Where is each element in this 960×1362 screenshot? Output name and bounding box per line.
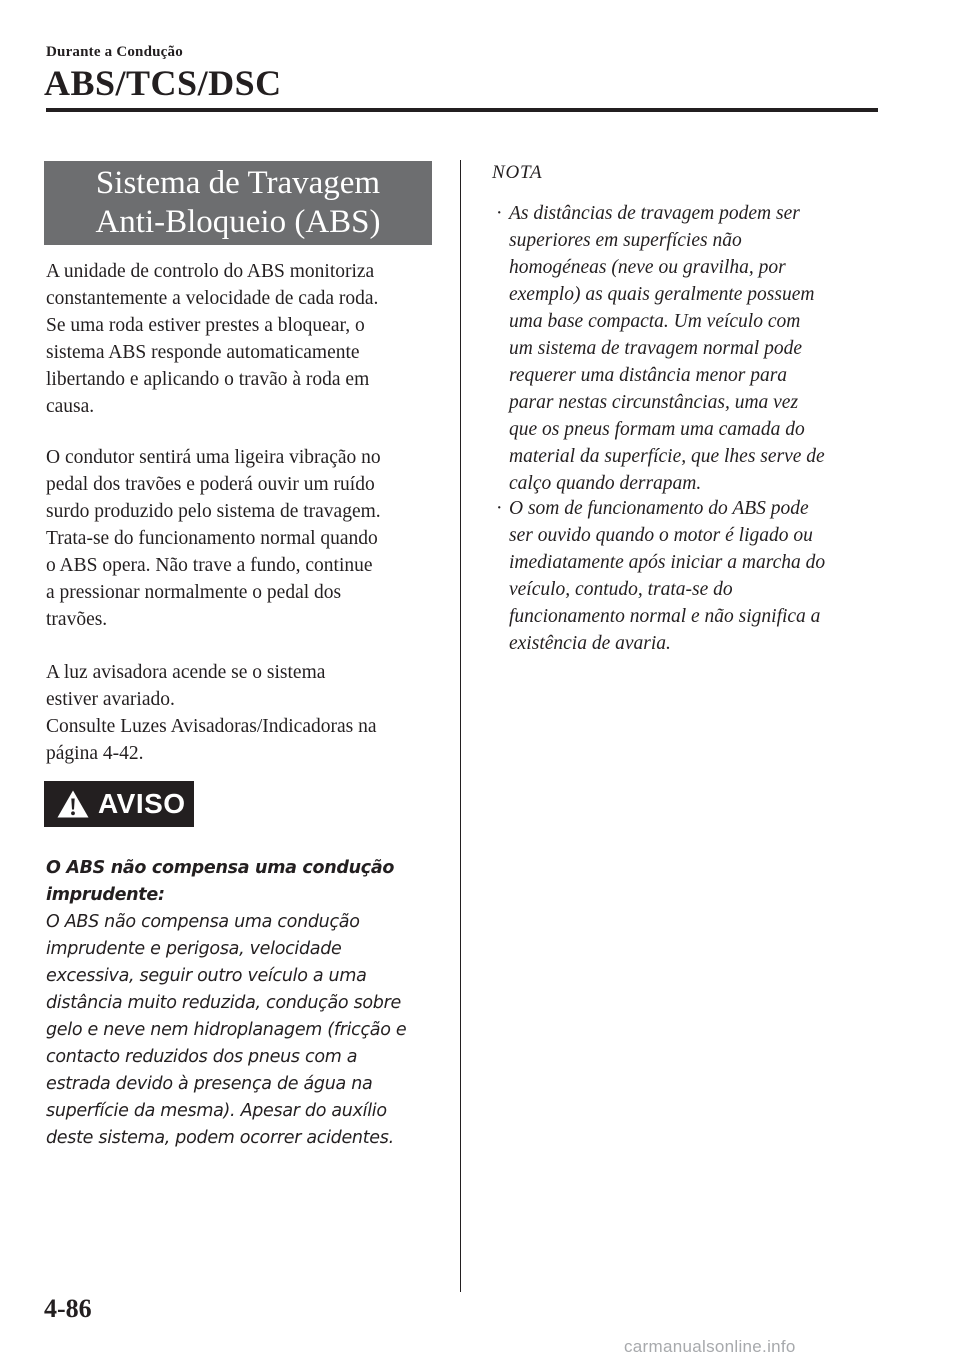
text-line: libertando e aplicando o travão à roda em bbox=[46, 369, 370, 390]
text-line: um sistema de travagem normal pode bbox=[509, 338, 803, 359]
text-line: distância muito reduzida, condução sobre bbox=[46, 993, 401, 1013]
running-header-kicker: Durante a Condução bbox=[46, 44, 183, 60]
text-line: imprudente: bbox=[46, 885, 165, 905]
section-title-line: Sistema de Travagem bbox=[95, 165, 381, 201]
text-line: o ABS opera. Não trave a fundo, continue bbox=[46, 555, 373, 576]
text-line: Consulte Luzes Avisadoras/Indicadoras na bbox=[46, 716, 377, 737]
text-line: imprudente e perigosa, velocidade bbox=[46, 939, 342, 959]
text-line: uma base compacta. Um veículo com bbox=[509, 311, 801, 332]
text-line: excessiva, seguir outro veículo a uma bbox=[46, 966, 367, 986]
text-line: requerer uma distância menor para bbox=[509, 365, 788, 386]
text-line: surdo produzido pelo sistema de travagem. bbox=[46, 501, 381, 522]
text-line: O ABS não compensa uma condução bbox=[46, 912, 360, 932]
text-line: imediatamente após iniciar a marcha do bbox=[509, 552, 826, 573]
text-line: Trata-se do funcionamento normal quando bbox=[46, 528, 378, 549]
text-line: material da superfície, que lhes serve de bbox=[509, 446, 825, 467]
section-title-box bbox=[44, 161, 432, 245]
column-divider bbox=[460, 160, 461, 1292]
chapter-title: ABS/TCS/DSC bbox=[44, 63, 282, 103]
text-line: exemplo) as quais geralmente possuem bbox=[509, 284, 815, 305]
text-line: deste sistema, podem ocorrer acidentes. bbox=[46, 1128, 394, 1148]
warning-label: AVISO bbox=[98, 788, 186, 819]
text-line: causa. bbox=[46, 396, 95, 417]
page-number: 4-86 bbox=[44, 1294, 92, 1323]
body-paragraph-warning-light bbox=[46, 659, 446, 767]
note-heading: NOTA bbox=[492, 162, 543, 183]
text-line: As distâncias de travagem podem ser bbox=[509, 203, 800, 224]
note-item-braking-distance bbox=[492, 200, 892, 497]
text-line: pedal dos travões e poderá ouvir um ruído bbox=[46, 474, 375, 495]
text-line: contacto reduzidos dos pneus com a bbox=[46, 1047, 358, 1067]
text-line: existência de avaria. bbox=[509, 633, 671, 654]
text-line: funcionamento normal e não significa a bbox=[509, 606, 821, 627]
section-title-line: Anti-Bloqueio (ABS) bbox=[95, 204, 381, 240]
warning-triangle-icon bbox=[56, 789, 90, 819]
bullet: · bbox=[496, 498, 503, 519]
site-watermark: carmanualsonline.info bbox=[624, 1337, 796, 1356]
warning-title bbox=[46, 855, 446, 909]
text-line: O ABS não compensa uma condução bbox=[46, 858, 395, 878]
text-line: gelo e neve nem hidroplanagem (fricção e bbox=[46, 1020, 407, 1040]
text-line: a pressionar normalmente o pedal dos bbox=[46, 582, 342, 603]
text-line: O som de funcionamento do ABS pode bbox=[509, 498, 809, 519]
text-line: superiores em superfícies não bbox=[509, 230, 742, 251]
text-line: parar nestas circunstâncias, uma vez bbox=[509, 392, 799, 413]
body-paragraph-vibration bbox=[46, 444, 446, 633]
body-paragraph-abs-monitoring bbox=[46, 258, 446, 420]
text-line: homogéneas (neve ou gravilha, por bbox=[509, 257, 786, 278]
text-line: estiver avariado. bbox=[46, 689, 175, 710]
text-line: página 4-42. bbox=[46, 743, 144, 764]
warning-text-block bbox=[46, 855, 446, 1152]
text-line: A unidade de controlo do ABS monitoriza bbox=[46, 261, 375, 282]
warning-badge bbox=[44, 781, 194, 827]
text-line: calço quando derrapam. bbox=[509, 473, 702, 494]
text-line: estrada devido à presença de água na bbox=[46, 1074, 373, 1094]
text-line: superfície da mesma). Apesar do auxílio bbox=[46, 1101, 387, 1121]
bullet: · bbox=[496, 203, 503, 224]
note-item-abs-sound bbox=[492, 495, 892, 657]
text-line: constantemente a velocidade de cada roda. bbox=[46, 288, 379, 309]
text-line: Se uma roda estiver prestes a bloquear, o bbox=[46, 315, 365, 336]
text-line: que os pneus formam uma camada do bbox=[509, 419, 805, 440]
header-rule bbox=[46, 108, 878, 112]
text-line: A luz avisadora acende se o sistema bbox=[46, 662, 326, 683]
text-line: ser ouvido quando o motor é ligado ou bbox=[509, 525, 813, 546]
text-line: travões. bbox=[46, 609, 108, 630]
text-line: sistema ABS responde automaticamente bbox=[46, 342, 360, 363]
text-line: O condutor sentirá uma ligeira vibração no bbox=[46, 447, 381, 468]
text-line: veículo, contudo, trata-se do bbox=[509, 579, 733, 600]
